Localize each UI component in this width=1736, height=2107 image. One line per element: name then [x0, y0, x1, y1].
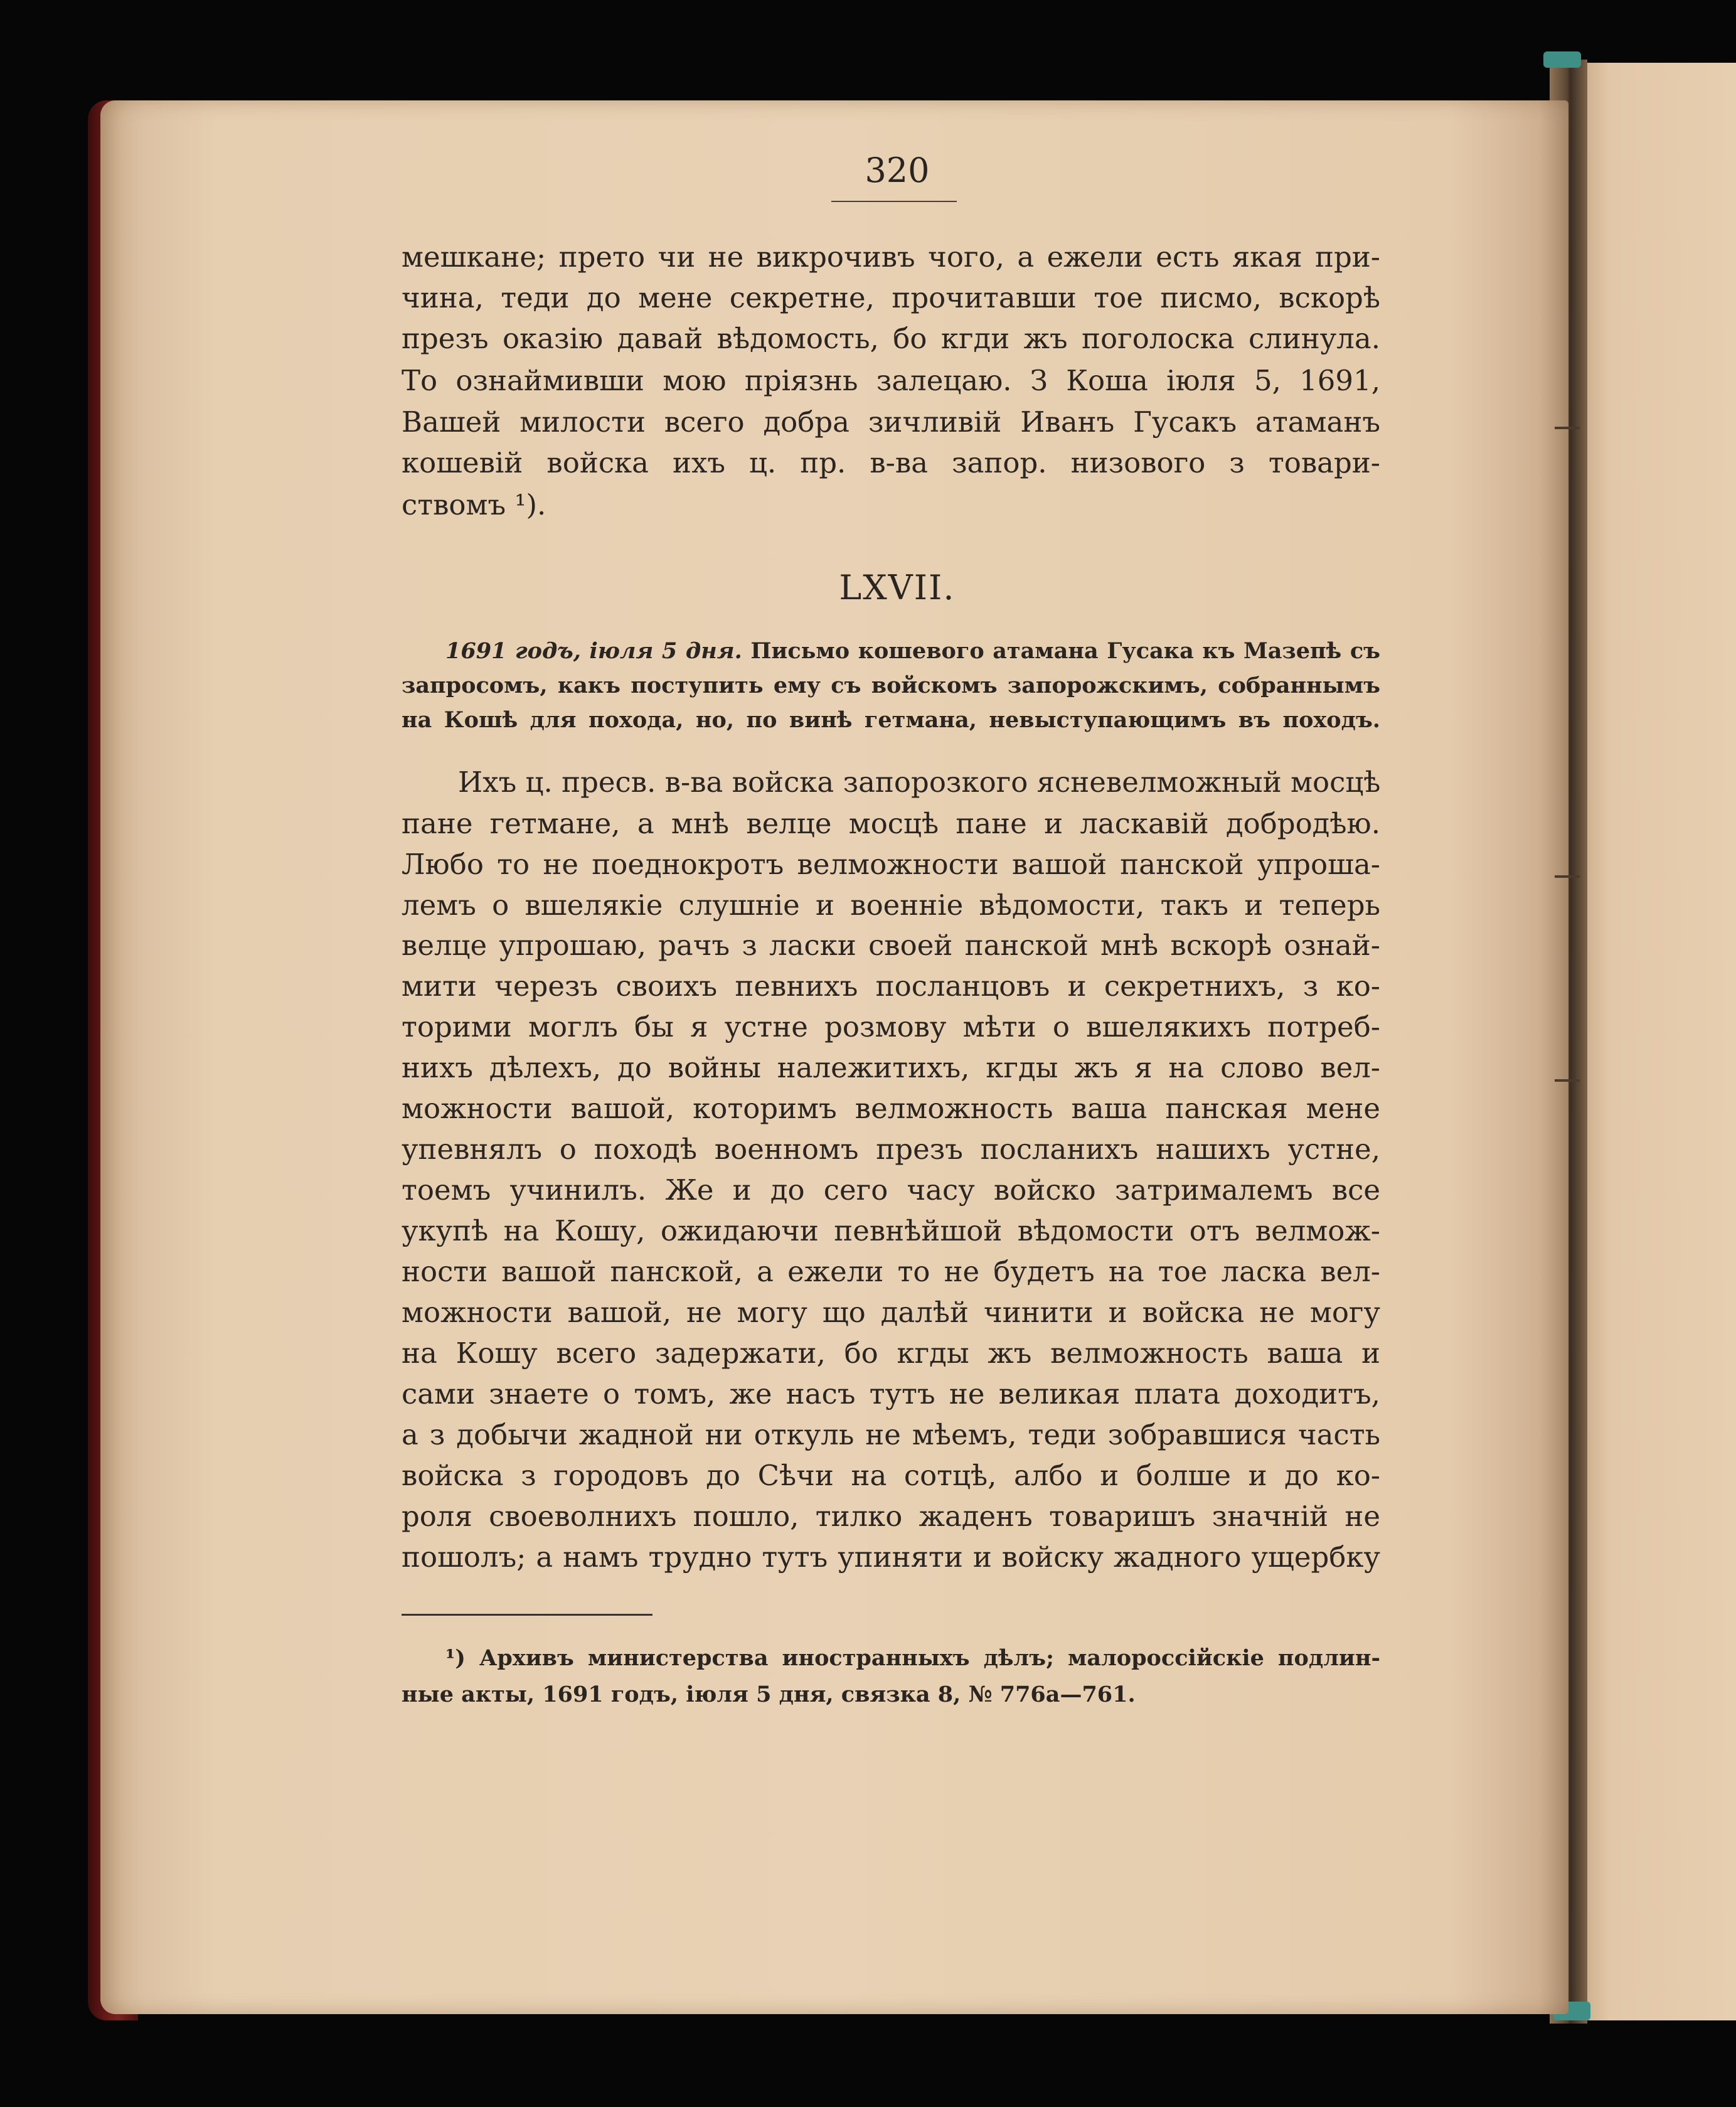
text-line: можности вашой, которимъ велможность ваша панская мене [402, 1092, 1380, 1125]
text-line: тоемъ учинилъ. Же и до сего часу войско затрималемъ все [402, 1173, 1380, 1207]
text-line: Вашей милости всего добра зичливій Иванъ Гусакъ атаманъ [402, 405, 1380, 439]
text-line: упевнялъ о походѣ военномъ презъ посланихъ нашихъ устне, [402, 1133, 1380, 1166]
text-line: Ихъ ц. пресв. в-ва войска запорозкого ясневелможный мосцѣ [458, 765, 1381, 799]
text-line: мити черезъ своихъ певнихъ посланцовъ и секретнихъ, з ко- [402, 969, 1380, 1003]
text-line: кошевій войска ихъ ц. пр. в-ва запор. низового з товари- [402, 446, 1380, 479]
summary-date: 1691 годъ, іюля 5 дня. [445, 638, 742, 664]
page-edge-mark [1555, 427, 1580, 429]
page-edge-mark [1555, 1079, 1580, 1082]
text-line: нихъ дѣлехъ, до войны належитихъ, кгды жъ я на слово вел- [402, 1051, 1380, 1084]
summary-text: Письмо кошевого атамана Гусака къ Мазепѣ съ [750, 638, 1380, 664]
text-line: укупѣ на Кошу, ожидаючи певнѣйшой вѣдомости отъ велмож- [402, 1214, 1380, 1247]
page-number: 320 [865, 151, 930, 190]
summary-line [402, 636, 1380, 667]
page-edge-mark [1555, 875, 1580, 878]
text-line: чина, теди до мене секретне, прочитавши тое писмо, вскорѣ [402, 281, 1380, 314]
text-line: ности вашой панской, а ежели то не будетъ на тое ласка вел- [402, 1255, 1380, 1288]
text-line: на Кошу всего задержати, бо кгды жъ велможность ваша и [402, 1336, 1380, 1370]
text-line: пане гетмане, а мнѣ велце мосцѣ пане и ласкавій добродѣю. [402, 807, 1380, 840]
text-line: ствомъ ¹). [402, 488, 546, 521]
text-line: а з добычи жадной ни откуль не мѣемъ, теди зобравшися часть [402, 1418, 1380, 1451]
text-line: То ознаймивши мою пріязнь залецаю. З Коша іюля 5, 1691, [402, 364, 1380, 397]
summary-line: запросомъ, какъ поступить ему съ войскомъ запорожскимъ, собраннымъ [402, 673, 1380, 698]
text-line: можности вашой, не могу що далѣй чинити и войска не могу [402, 1296, 1380, 1329]
text-line: торими моглъ бы я устне розмову мѣти о вшелякихъ потреб- [402, 1010, 1380, 1043]
text-line: сами знаете о томъ, же насъ тутъ не великая плата доходитъ, [402, 1377, 1380, 1411]
footnote-line: ¹) Архивъ министерства иностранныхъ дѣлъ; малороссійскіе подлин- [445, 1645, 1380, 1671]
text-line: лемъ о вшелякіе слушніе и военніе вѣдомости, такъ и теперь [402, 888, 1380, 922]
footnote-line: ные акты, 1691 годъ, іюля 5 дня, связка 8, № 776а—761. [402, 1682, 1136, 1707]
page-number-rule [831, 201, 957, 202]
text-line: роля своеволнихъ пошло, тилко жаденъ товаришъ значній не [402, 1500, 1380, 1533]
section-heading: LXVII. [839, 568, 956, 607]
text-line: войска з городовъ до Сѣчи на сотцѣ, албо и болше и до ко- [402, 1459, 1380, 1492]
summary-line: на Кошѣ для похода, но, по винѣ гетмана, невыступающимъ въ походъ. [402, 707, 1380, 733]
footnote-rule [402, 1614, 652, 1616]
facing-page [1578, 63, 1736, 2020]
text-line: пошолъ; а намъ трудно тутъ упиняти и войску жадного ущербку [402, 1540, 1380, 1574]
spine-band-top [1543, 51, 1581, 68]
text-line: мешкане; прето чи не викрочивъ чого, а ежели есть якая при- [402, 240, 1380, 274]
text-line: велце упрошаю, рачъ з ласки своей панской мнѣ вскорѣ ознай- [402, 929, 1380, 962]
text-line: Любо то не поеднокротъ велможности вашой панской упроша- [402, 848, 1380, 881]
text-line: презъ оказію давай вѣдомость, бо кгди жъ поголоска слинула. [402, 322, 1380, 355]
